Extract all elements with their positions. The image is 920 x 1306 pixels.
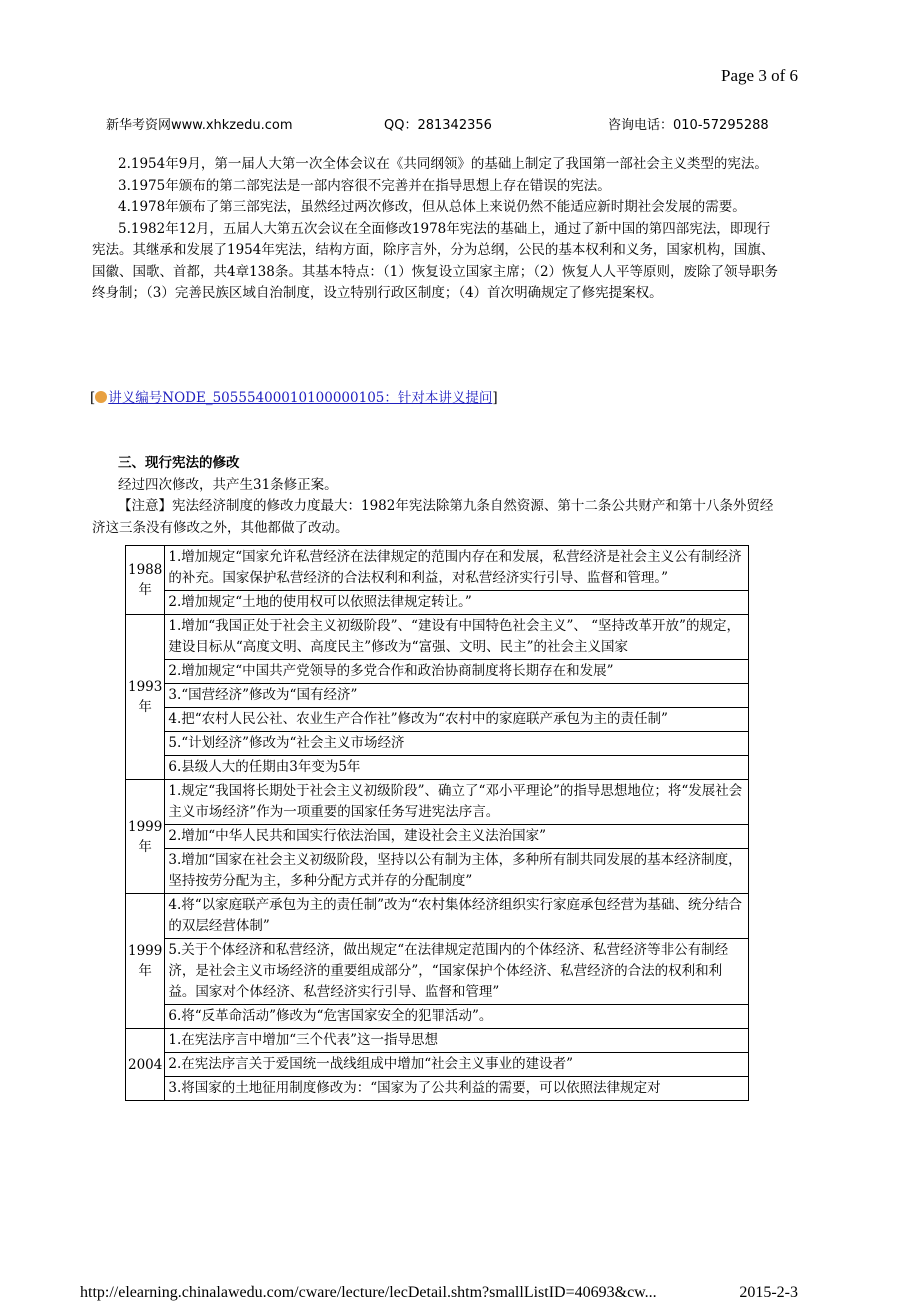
section-heading: 三、现行宪法的修改	[118, 455, 240, 471]
table-row	[126, 1077, 749, 1101]
page-cutoff	[120, 1213, 760, 1273]
section-intro: 经过四次修改，共产生31条修正案。	[118, 476, 338, 493]
lecture-question-link[interactable]: 讲义编号NODE_50555400010100000105：针对本讲义提问	[108, 390, 493, 406]
amendment-item: 3.将国家的土地征用制度修改为：“国家为了公共利益的需要，可以依照法律规定对	[165, 1077, 749, 1101]
table-row	[126, 615, 749, 660]
amendment-item: 1.增加“我国正处于社会主义初级阶段”、“建设有中国特色社会主义”、 “坚持改革开放”的规定，建设目标从“高度文明、高度民主”修改为“富强、文明、民主”的社会主义国家	[165, 615, 749, 660]
body-paragraphs	[92, 154, 782, 305]
amendment-item: 4.将“以家庭联产承包为主的责任制”改为“农村集体经济组织实行家庭承包经营为基础、统分结合的双层经营体制”	[165, 894, 749, 939]
amendments-table	[125, 545, 749, 1101]
bracket-close: ]	[492, 390, 498, 406]
amendment-year: 1993年	[126, 615, 165, 780]
info-icon	[95, 391, 107, 403]
amendment-item: 1.在宪法序言中增加“三个代表”这一指导思想	[165, 1029, 749, 1053]
table-row	[126, 894, 749, 939]
table-row	[126, 939, 749, 1005]
bracket-open: [	[90, 390, 96, 406]
table-row	[126, 546, 749, 591]
section-amendments	[92, 453, 782, 539]
paragraph-5: 5.1982年12月，五届人大第五次会议在全面修改1978年宪法的基础上，通过了新中国的第四部宪法，即现行宪法。其继承和发展了1954年宪法，结构方面，除序言外，分为总纲，公民的基本权利和义务，国家机构，国旗、国徽、国歌、首都，共4章138条。其基本特点：（1）恢复设立国家主席；（2）恢复人人平等原则，废除了领导职务终身制；（3）完善民族区域自治制度，设立特别行政区制度；（4）首次明确规定了修宪提案权。	[92, 220, 779, 301]
amendment-item: 1.增加规定“国家允许私营经济在法律规定的范围内存在和发展，私营经济是社会主义公有制经济的补充。国家保护私营经济的合法权利和利益，对私营经济实行引导、监督和管理。”	[165, 546, 749, 591]
table-row	[126, 780, 749, 825]
table-row	[126, 849, 749, 894]
header-qq: QQ：281342356	[384, 118, 492, 133]
amendment-year: 1999年	[126, 780, 165, 894]
page-number: Page 3 of 6	[721, 66, 798, 85]
paragraph-3: 3.1975年颁布的第二部宪法是一部内容很不完善并在指导思想上存在错误的宪法。	[118, 177, 611, 194]
header-phone: 咨询电话：010-57295288	[608, 118, 769, 133]
section-note: 【注意】宪法经济制度的修改力度最大：1982年宪法除第九条自然资源、第十二条公共财产和第十八条外贸经济这三条没有修改之外，其他都做了改动。	[92, 498, 774, 536]
amendment-item: 3.“国营经济”修改为“国有经济”	[165, 684, 749, 708]
amendment-item: 2.增加“中华人民共和国实行依法治国，建设社会主义法治国家”	[165, 825, 749, 849]
amendment-item: 3.增加“国家在社会主义初级阶段，坚持以公有制为主体，多种所有制共同发展的基本经济制度，坚持按劳分配为主，多种分配方式并存的分配制度”	[165, 849, 749, 894]
table-row	[126, 660, 749, 684]
amendment-item: 6.将“反革命活动”修改为“危害国家安全的犯罪活动”。	[165, 1005, 749, 1029]
amendment-year: 1999年	[126, 894, 165, 1029]
amendment-item: 5.“计划经济”修改为“社会主义市场经济	[165, 732, 749, 756]
amendment-item: 1.规定“我国将长期处于社会主义初级阶段”、确立了“邓小平理论”的指导思想地位；将“发展社会主义市场经济”作为一项重要的国家任务写进宪法序言。	[165, 780, 749, 825]
amendment-item: 5.关于个体经济和私营经济，做出规定“在法律规定范围内的个体经济、私营经济等非公有制经济，是社会主义市场经济的重要组成部分”，“国家保护个体经济、私营经济的合法的权利和利益。国家对个体经济、私营经济实行引导、监督和管理”	[165, 939, 749, 1005]
amendment-year: 1988年	[126, 546, 165, 615]
table-row	[126, 825, 749, 849]
amendment-item: 6.县级人大的任期由3年变为5年	[165, 756, 749, 780]
table-row	[126, 591, 749, 615]
table-row	[126, 1005, 749, 1029]
header-site: 新华考资网www.xhkzedu.com	[106, 118, 293, 133]
table-row	[126, 1053, 749, 1077]
amendment-item: 4.把“农村人民公社、农业生产合作社”修改为“农村中的家庭联产承包为主的责任制”	[165, 708, 749, 732]
table-row	[126, 684, 749, 708]
amendment-item: 2.增加规定“土地的使用权可以依照法律规定转让。”	[165, 591, 749, 615]
footer-url: http://elearning.chinalawedu.com/cware/lecture/lecDetail.shtm?smallListID=40693&cw...	[80, 1284, 657, 1301]
lecture-link-line	[90, 388, 780, 410]
table-row	[126, 732, 749, 756]
amendment-item: 2.在宪法序言关于爱国统一战线组成中增加“社会主义事业的建设者”	[165, 1053, 749, 1077]
paragraph-4: 4.1978年颁布了第三部宪法，虽然经过两次修改，但从总体上来说仍然不能适应新时期社会发展的需要。	[118, 199, 746, 215]
amendment-item: 2.增加规定“中国共产党领导的多党合作和政治协商制度将长期存在和发展”	[165, 660, 749, 684]
table-row	[126, 708, 749, 732]
table-row	[126, 1029, 749, 1053]
footer-date: 2015-2-3	[739, 1284, 798, 1301]
amendment-year: 2004	[126, 1029, 165, 1101]
table-row	[126, 756, 749, 780]
paragraph-2: 2.1954年9月，第一届人大第一次全体会议在《共同纲领》的基础上制定了我国第一部社会主义类型的宪法。	[118, 156, 768, 172]
